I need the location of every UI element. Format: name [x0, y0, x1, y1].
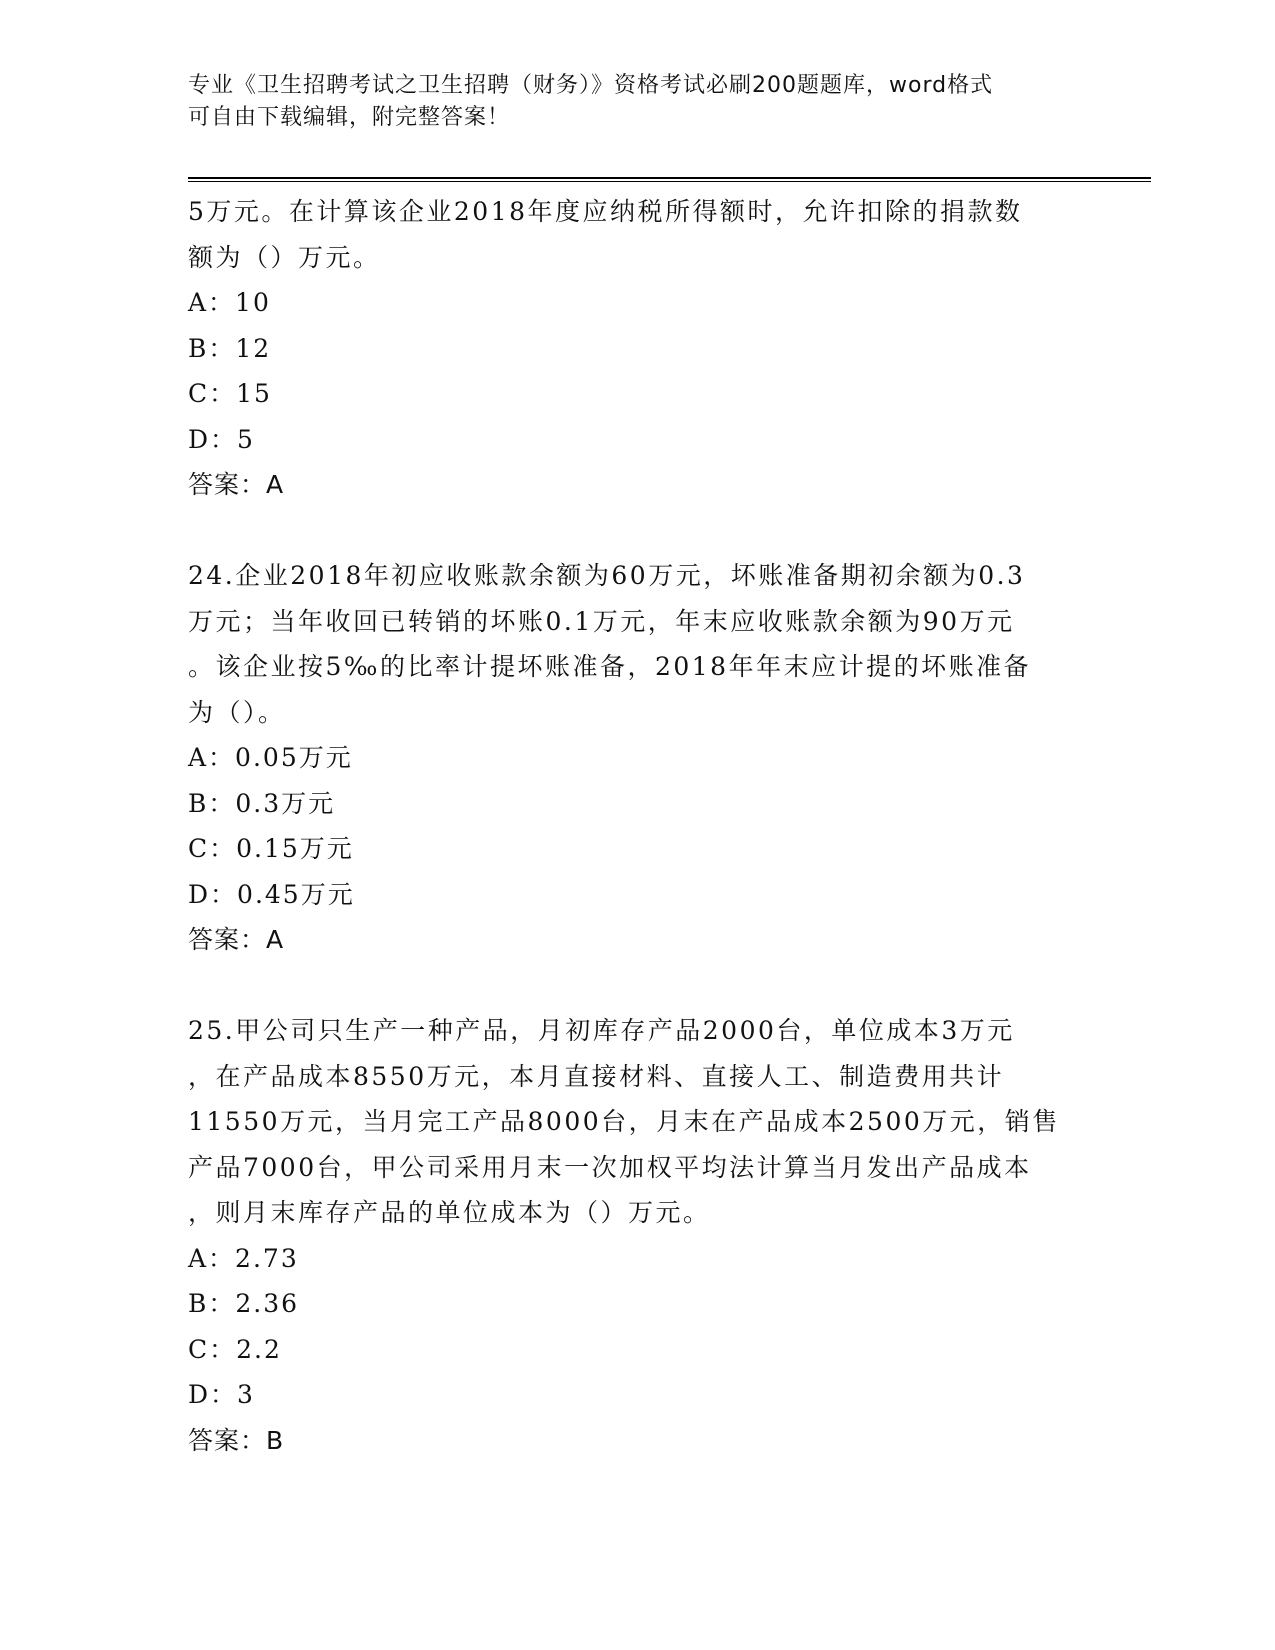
answer-line: 答案：A: [188, 470, 285, 499]
question-text-line: ，则月末库存产品的单位成本为（）万元。: [188, 1198, 711, 1227]
option-a: A：10: [188, 288, 271, 317]
option-a: A：2.73: [188, 1243, 299, 1273]
question-text-line: 产品7000台，甲公司采用月末一次加权平均法计算当月发出产品成本: [188, 1152, 1032, 1182]
option-d: D：3: [188, 1380, 255, 1409]
option-c: C：2.2: [188, 1334, 282, 1364]
option-b: B：2.36: [188, 1289, 300, 1318]
question-text-line: 24.企业2018年初应收账款余额为60万元，坏账准备期初余额为0.3: [188, 561, 1026, 590]
header-divider-thin: [188, 181, 1151, 182]
question-list: [188, 189, 1088, 1463]
header-divider-thick: [188, 177, 1151, 179]
question-text-line: 为（）。: [188, 697, 286, 727]
option-b: B：0.3万元: [188, 788, 336, 818]
question-block: [188, 553, 1088, 963]
spacer: [188, 508, 1088, 554]
document-header: [188, 70, 1068, 134]
question-text-line: 。该企业按5‰的比率计提坏账准备，2018年年末应计提的坏账准备: [188, 652, 1032, 681]
option-c: C：0.15万元: [188, 834, 354, 863]
question-text-line: 万元；当年收回已转销的坏账0.1万元，年末应收账款余额为90万元: [188, 606, 1015, 636]
option-c: C：15: [188, 379, 272, 408]
answer-line: 答案：A: [188, 925, 285, 954]
spacer: [188, 963, 1088, 1009]
answer-line: 答案：B: [188, 1425, 285, 1455]
option-a: A：0.05万元: [188, 743, 353, 772]
option-d: D：0.45万元: [188, 879, 355, 909]
question-text-line: 5万元。在计算该企业2018年度应纳税所得额时，允许扣除的捐款数: [188, 197, 1023, 226]
option-d: D：5: [188, 424, 255, 454]
header-line-1: 专业《卫生招聘考试之卫生招聘（财务）》资格考试必刷200题题库，word格式: [188, 73, 994, 98]
question-text-line: ，在产品成本8550万元，本月直接材料、直接人工、制造费用共计: [188, 1061, 1005, 1091]
question-block: [188, 1008, 1088, 1463]
question-text-line: 25.甲公司只生产一种产品，月初库存产品2000台，单位成本3万元: [188, 1016, 1015, 1045]
question-text-line: 11550万元，当月完工产品8000台，月末在产品成本2500万元，销售: [188, 1107, 1060, 1136]
question-block: [188, 189, 1088, 508]
option-b: B：12: [188, 333, 272, 363]
header-line-2: 可自由下载编辑，附完整答案！: [188, 105, 511, 130]
question-text-line: 额为（）万元。: [188, 242, 381, 272]
